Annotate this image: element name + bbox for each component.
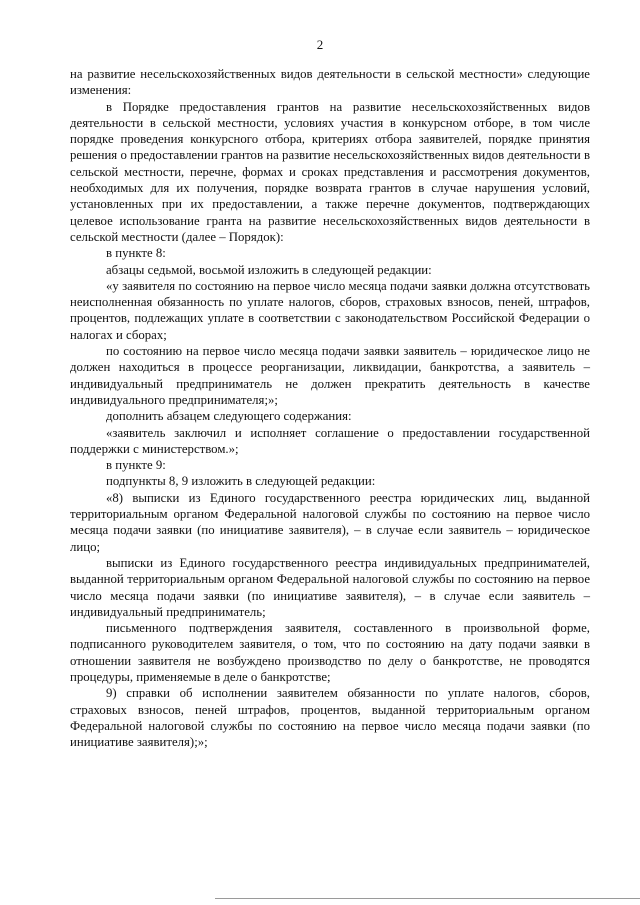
paragraph-clause-9-heading: в пункте 9: (106, 458, 166, 473)
paragraph-subclause-9-tax-certificate: 9) справки об исполнении заявителем обязанности по уплате налогов, сборов, страховых взносов, пеней штрафов, процентов, выданной территориальным органом Федеральной налоговой службы по состоянию на первое число месяца подачи заявки (по инициативе заявителя);»; (70, 686, 590, 750)
scan-edge-line (215, 898, 640, 899)
paragraph-procedure-changes: в Порядке предоставления грантов на развитие несельскохозяйственных видов деятельности в сельской местности, условиях участия в конкурсном отборе, в том числе порядке проведения конкурсного отбора, критериях отбора заявителей, порядке принятия решения о предоставлении грантов на развитие несельскохозяйственных видов деятельности в сельской местности, перечне, формах и сроках представления и рассмотрения документов, необходимых для их получения, порядке возврата грантов в случае нарушения условий, установленных при их предоставлении, а также перечне документов, подтверждающих целевое использование гранта на развитие несельскохозяйственных видов деятельности в сельской местности (далее – Порядок): (70, 99, 590, 244)
paragraph-clause-9-instruction: подпункты 8, 9 изложить в следующей редакции: (106, 474, 376, 489)
document-body (70, 66, 590, 750)
paragraph-subclause-8-entrepreneur: выписки из Единого государственного реестра индивидуальных предпринимателей, выданной территориальным органом Федеральной налоговой службы по состоянию на первое число месяца подачи заявки (по инициативе заявителя), – в случае если заявитель – индивидуальный предприниматель; (70, 555, 590, 619)
page-number: 2 (316, 37, 324, 52)
paragraph-clause-8-instruction: абзацы седьмой, восьмой изложить в следующей редакции: (106, 262, 432, 277)
paragraph-reorganization: по состоянию на первое число месяца подачи заявки заявитель – юридическое лицо не должен находиться в процессе реорганизации, ликвидации, банкротства, а заявитель – индивидуальный предприниматель не должен прекратить деятельность в качестве индивидуального предпринимателя;»; (70, 344, 590, 407)
paragraph-subclause-8-legal-entity: «8) выписки из Единого государственного реестра юридических лиц, выданной территориальным органом Федеральной налоговой службы по состоянию на первое число месяца подачи заявки (по инициативе заявителя), – в случае если заявитель – юридическое лицо; (70, 490, 590, 554)
paragraph-bankruptcy-confirmation: письменного подтверждения заявителя, составленного в произвольной форме, подписанного руководителем заявителя, о том, что по состоянию на дату подачи заявки в отношении заявителя не возбуждено производство по делу о банкротстве, не проводятся процедуры, применяемые в деле о банкротстве; (70, 621, 590, 684)
paragraph-clause-8-heading: в пункте 8: (106, 246, 166, 261)
paragraph-agreement: «заявитель заключил и исполняет соглашение о предоставлении государственной поддержки с министерством.»; (70, 425, 590, 456)
paragraph-add-clause: дополнить абзацем следующего содержания: (106, 409, 352, 424)
paragraph-tax-obligation: «у заявителя по состоянию на первое число месяца подачи заявки должна отсутствовать неисполненная обязанность по уплате налогов, сборов, страховых взносов, пеней, штрафов, процентов, подлежащих уплате в соответствии с законодательством Российской Федерации о налогах и сборах; (70, 278, 590, 342)
paragraph-intro-continuation: на развитие несельскохозяйственных видов деятельности в сельской местности» следующие изменения: (70, 67, 590, 98)
